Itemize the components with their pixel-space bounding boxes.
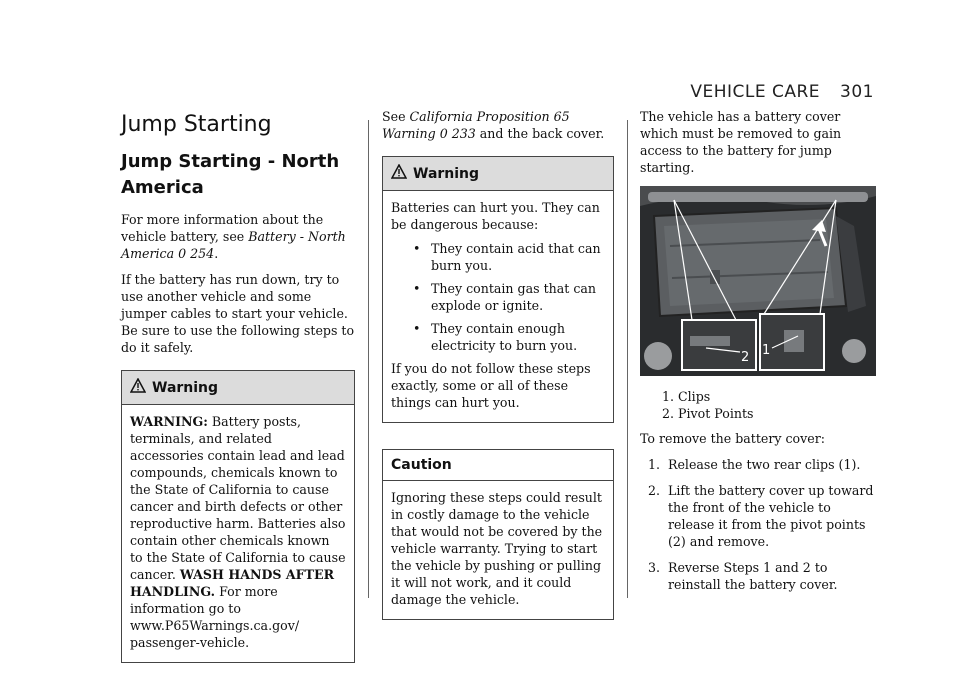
caution-header xyxy=(383,450,613,481)
column-divider xyxy=(627,120,628,598)
section-title: VEHICLE CARE xyxy=(690,82,821,102)
battery-link[interactable]: Battery - North America 0 254 xyxy=(121,229,346,261)
warning-intro: Batteries can hurt you. They can be dangerous because: xyxy=(391,200,600,232)
column-3 xyxy=(640,108,876,602)
list-item: 2. Lift the battery cover up toward the front of the vehicle to release it from the pivot points (2) and remove. xyxy=(648,483,874,549)
caution-box xyxy=(382,449,614,620)
callout-label-2: 2 xyxy=(741,350,750,365)
legend-item: 2. Pivot Points xyxy=(662,406,754,421)
caution-title: Caution xyxy=(391,457,452,473)
warning-triangle-icon xyxy=(130,378,146,397)
legend-item: 1. Clips xyxy=(662,389,711,404)
subsection-heading: Jump Starting - North America xyxy=(121,151,340,198)
list-item: 1. Release the two rear clips (1). xyxy=(648,457,861,472)
battery-cover-illustration xyxy=(640,186,876,376)
list-item: • They contain acid that can burn you. xyxy=(391,240,605,274)
paragraph-run-down: If the battery has run down, try to use another vehicle and some jumper cables to start your vehicle. Be sure to use the following steps to do it safely. xyxy=(121,272,355,355)
steps-intro: To remove the battery cover: xyxy=(640,431,825,446)
warning-triangle-icon xyxy=(391,164,407,183)
section-heading: Jump Starting xyxy=(121,112,272,137)
hazard-list xyxy=(391,240,605,354)
warning-title: Warning xyxy=(413,165,480,182)
list-item: • They contain gas that can explode or ignite. xyxy=(391,280,605,314)
removal-steps xyxy=(640,456,876,593)
page-number: 301 xyxy=(840,82,874,102)
prop65-warning-text: WARNING: Battery posts, terminals, and related accessories contain lead and lead compounds, chemicals known to the State of California to cause cancer and birth defects or other reproductive harm. Batteries also contain other chemicals known to the State of California to cause cancer. WASH HANDS AFTER HANDLING. For more information go to www.P65Warnings.ca.gov/ passenger-vehicle. xyxy=(130,414,346,650)
prop65-link[interactable]: California Proposition 65 Warning 0 233 xyxy=(382,109,570,141)
column-2 xyxy=(382,108,614,632)
warning-title: Warning xyxy=(152,379,219,396)
paragraph-battery-info: For more information about the vehicle battery, see Battery - North America 0 254. xyxy=(121,212,346,261)
warning-header xyxy=(383,157,613,191)
figure-legend xyxy=(640,388,876,422)
list-item: 3. Reverse Steps 1 and 2 to reinstall the battery cover. xyxy=(648,560,838,592)
warning-box xyxy=(121,370,355,663)
callout-label-1: 1 xyxy=(762,343,771,358)
list-item: • They contain enough electricity to burn you. xyxy=(391,320,605,354)
caution-text: Ignoring these steps could result in costly damage to the vehicle that would not be covered by the vehicle warranty. Trying to start the vehicle by pushing or pulling it will not work, and it could damage the vehicle. xyxy=(391,490,603,607)
running-header xyxy=(690,82,874,102)
column-1 xyxy=(121,108,355,675)
warning-header xyxy=(122,371,354,405)
battery-cover-figure xyxy=(640,186,876,376)
warning-outro: If you do not follow these steps exactly, some or all of these things can hurt you. xyxy=(391,361,591,410)
battery-cover-intro: The vehicle has a battery cover which must be removed to gain access to the battery for jump starting. xyxy=(640,109,842,175)
warning-box xyxy=(382,156,614,423)
column-divider xyxy=(368,120,369,598)
paragraph-see-prop65: See California Proposition 65 Warning 0 233 and the back cover. xyxy=(382,109,605,141)
